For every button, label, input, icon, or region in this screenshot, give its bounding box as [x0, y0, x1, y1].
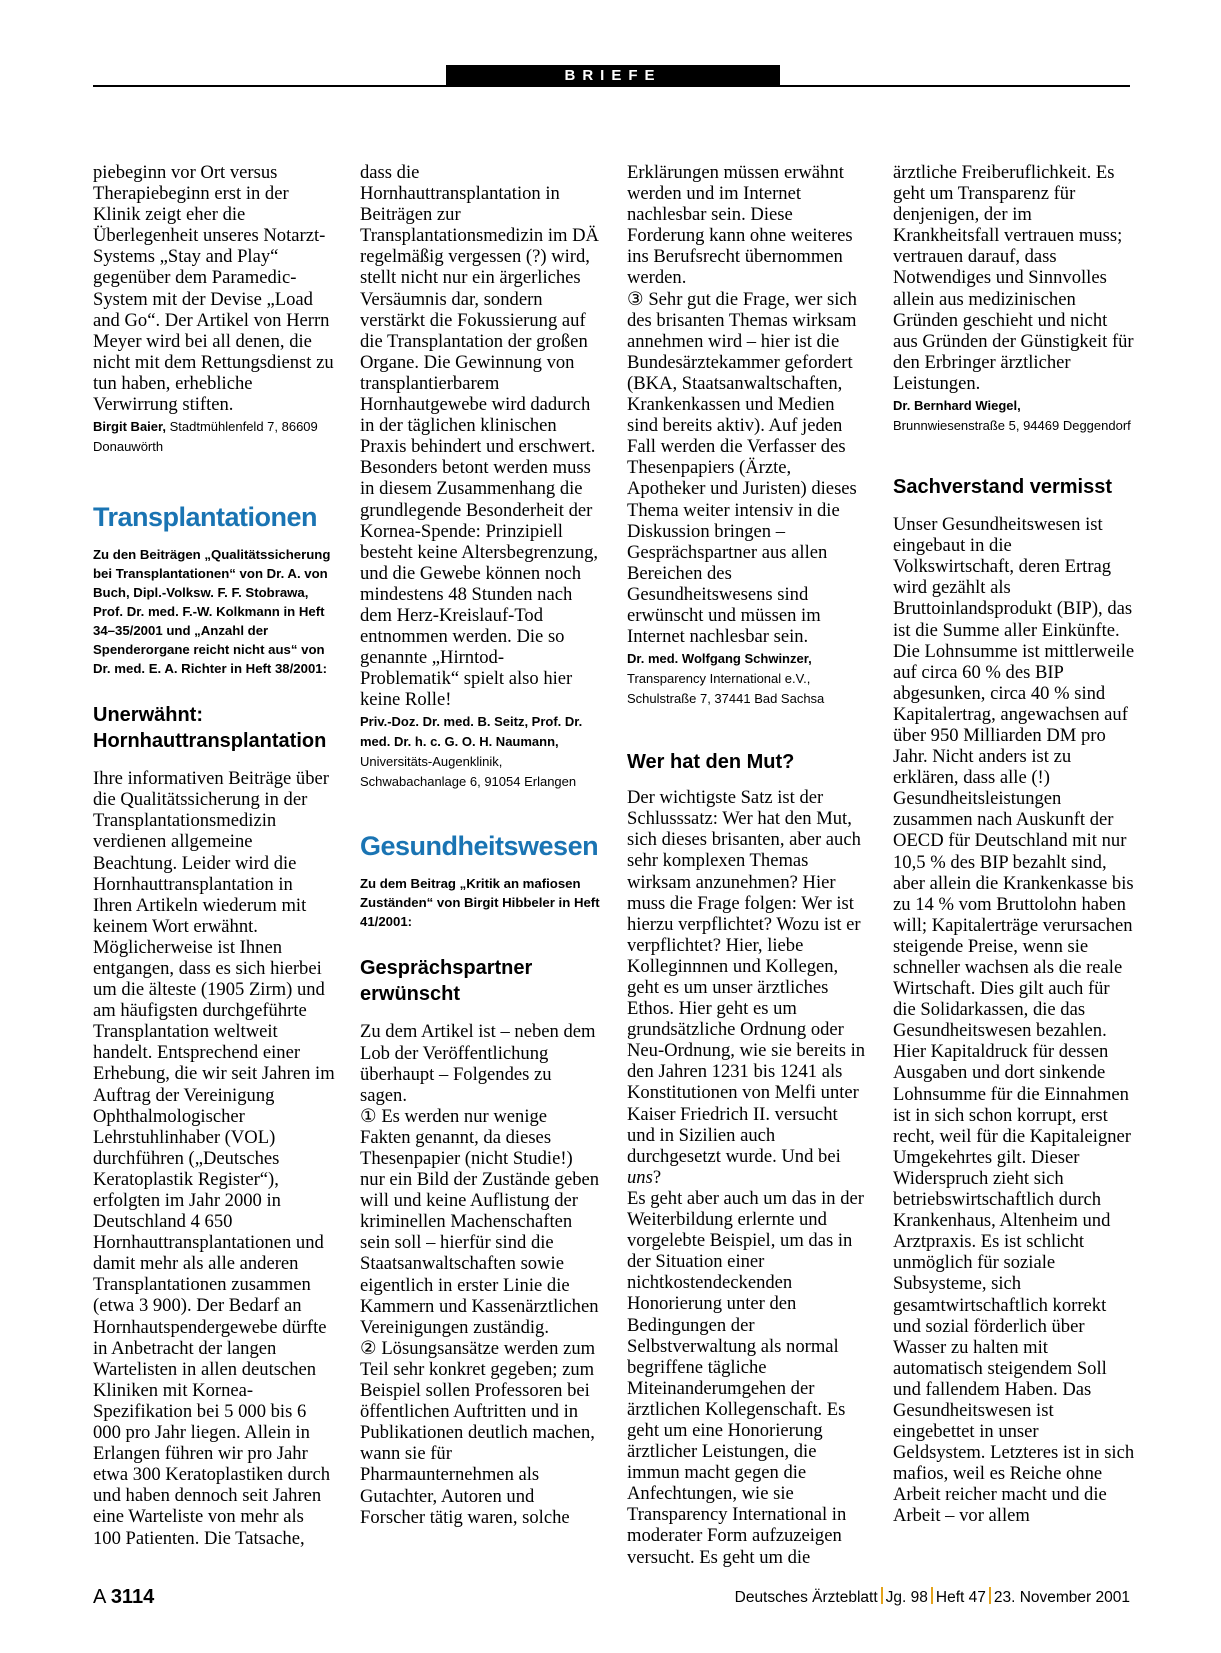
emphasis: uns	[627, 1166, 653, 1188]
journal-volume: Jg. 98	[885, 1589, 928, 1606]
signature-name: Dr. med. Wolfgang Schwinzer,	[627, 651, 812, 667]
letter-text: Ihre informativen Beiträge über die Qualitätssicherung in der Transplantationsmedizin verdienen allgemeine Beachtung. Leider wird die Hornhauttransplantation in Ihren Artikeln wiederum mit keinem Wort erwähnt. Möglicherweise ist Ihnen entgangen, dass es sich hierbei um die älteste (1905 Zirm) und am häufigsten durchgeführte Transplantation weltweit handelt. Entsprechend einer Erhebung, die wir seit Jahren im Auftrag der Vereinigung Ophthalmologischer Lehrstuhlinhaber (VOL) durchführen („Deutsches Keratoplastik Register“), erfolgten im Jahr 2000 in Deutschland 4 650 Hornhauttransplantationen und damit mehr als alle anderen Transplantationen zusammen (etwa 3 900). Der Bedarf an Hornhautspendergewebe dürfte in Anbetracht der langen Wartelisten in allen deutschen Kliniken mit Kornea-Spezifikation bei 5 000 bis 6 000 pro Jahr liegen. Allein in Erlangen führen wir pro Jahr etwa 300 Keratoplastiken durch und haben dennoch seit Jahren eine Warteliste von mehr als 100 Patienten. Die Tatsache,	[93, 768, 335, 1549]
separator-bar	[881, 1587, 883, 1604]
letter-signature	[627, 649, 869, 709]
page-number	[93, 1584, 154, 1610]
page-prefix: A	[93, 1586, 106, 1608]
letter-text: ② Lösungsansätze werden zum Teil sehr konkret gegeben; zum Beispiel sollen Professoren bei öffentlichen Auftritten und in Publikationen deutlich machen, wann sie für Pharmaunternehmen als Gutachter, Autoren und Forscher tätig waren, solche	[360, 1337, 596, 1528]
letter-text: piebeginn vor Ort versus Therapiebeginn erst in der Klinik zeigt eher die Überlegenheit unseres Notarzt-Systems „Stay and Play“ gegenüber dem Paramedic-System mit der Devise „Load and Go“. Der Artikel von Herrn Meyer wird bei all denen, die nicht mit dem Rettungsdienst zu tun haben, erhebliche Verwirrung stiften.	[93, 162, 334, 416]
signature-name: Priv.-Doz. Dr. med. B. Seitz, Prof. Dr. med. Dr. h. c. G. O. H. Naumann,	[360, 714, 583, 750]
signature-name: Birgit Baier,	[93, 419, 166, 435]
journal-date: 23. November 2001	[993, 1589, 1130, 1606]
rubric-title: Transplantationen	[93, 502, 318, 533]
letter-heading: Sachverstand vermisst	[893, 476, 1113, 499]
letter-text: Unser Gesundheitswesen ist eingebaut in die Volkswirtschaft, deren Ertrag wird gezählt als Bruttoinlandsprodukt (BIP), das ist die Summe aller Einkünfte. Die Lohnsumme ist mittlerweile auf circa 60 % des BIP abgesunken, circa 40 % sind Kapitalertrag, angewachsen auf über 950 Milliarden DM pro Jahr. Nicht anders ist zu erklären, dass alle (!) Gesundheitsleistungen zusammen nach Auskunft der OECD für Deutschland mit nur 10,5 % des BIP bezahlt sind, aber allein die Krankenkasse bis zu 14 % vom Bruttolohn haben will; Kapitalerträge verursachen steigende Preise, wenn sie schneller wachsen als die reale Wirtschaft. Dies gilt auch für die Solidarkassen, die das Gesundheitswesen bezahlen. Hier Kapitaldruck für dessen Ausgaben und dort sinkende Lohnsumme für die Einnahmen ist in sich schon korrupt, erst recht, weil für die Kapitaleigner Umgekehrtes gilt. Dieser Widerspruch zieht sich betriebswirtschaftlich durch Krankenhaus, Altenheim und Arztpraxis. Es ist schlicht unmöglich für soziale Subsysteme, sich gesamtwirtschaftlich korrekt und sozial förderlich über Wasser zu halten mit automatisch steigendem Soll und fallendem Haben. Das Gesundheitswesen ist eingebettet in unser Geldsystem. Letzteres ist in sich mafios, weil es Reiche ohne Arbeit reicher macht und die Arbeit – vor allem	[893, 514, 1135, 1527]
letter-signature	[360, 712, 602, 792]
journal-info	[735, 1586, 1130, 1610]
column-4	[893, 162, 1135, 1527]
letter-text: Zu dem Artikel ist – neben dem Lob der Veröffentlichung überhaupt – Folgendes zu sagen.	[360, 1021, 596, 1106]
column-2	[360, 162, 602, 1528]
signature-address: Transparency International e.V., Schulstraße 7, 37441 Bad Sachsa	[627, 671, 825, 707]
signature-address: Brunnwiesenstraße 5, 94469 Deggendorf	[893, 418, 1131, 434]
letter-text: Es geht aber auch um das in der Weiterbildung erlernte und vorgelebte Beispiel, um das in der Situation einer nichtkostendeckenden Honorierung unter den Bedingungen der Selbstverwaltung als normal begriffene tägliche Miteinanderumgehen der ärztlichen Kollegenschaft. Es geht um eine Honorierung ärztlicher Leistungen, die immun macht gegen die Anfechtungen, wie sie Transparency International in moderater Form aufzuzeigen versucht. Es geht um die	[627, 1187, 864, 1568]
letter-text-part: ?	[652, 1166, 662, 1188]
letter-text: ③ Sehr gut die Frage, wer sich des brisanten Themas wirksam annehmen wird – hier ist die Bundesärztekammer gefordert (BKA, Staatsanwaltschaften, Krankenkassen und Medien sind bereits aktiv). Auf jeden Fall werden die Verfasser des Thesenpapiers (Ärzte, Apotheker und Juristen) dieses Thema weiter intensiv in die Diskussion bringen – Gesprächspartner aus allen Bereichen des Gesundheitswesens sind erwünscht und müssen im Internet nachlesbar sein.	[627, 288, 857, 648]
separator-bar	[931, 1587, 933, 1604]
letter-heading: Wer hat den Mut?	[627, 751, 795, 774]
page-footer	[93, 1584, 1130, 1610]
letter-heading: Unerwähnt: Hornhauttransplantation	[93, 704, 327, 753]
signature-name: Dr. Bernhard Wiegel,	[893, 398, 1021, 414]
letter-signature	[893, 396, 1135, 436]
letter-text: ① Es werden nur wenige Fakten genannt, da dieses Thesenpapier (nicht Studie!) nur ein Bild der Zustände geben will und keine Auflistung der kriminellen Machenschaften sein soll – hierfür sind die Staatsanwaltschaften sowie eigentlich in erster Linie die Kammern und Kassenärztlichen Vereinigungen zuständig.	[360, 1105, 600, 1338]
reference-note: Zu den Beiträgen „Qualitätssicherung bei Transplantationen“ von Dr. A. von Buch, Dipl.-Volksw. F. F. Stobrawa, Prof. Dr. med. F.-W. Kolkmann in Heft 34–35/2001 und „Anzahl der Spenderorgane reicht nicht aus“ von Dr. med. E. A. Richter in Heft 38/2001:	[93, 547, 331, 677]
page-number-value: 3114	[110, 1586, 155, 1608]
signature-address: Universitäts-Augenklinik, Schwabachanlage 6, 91054 Erlangen	[360, 754, 577, 790]
letter-text-part: Der wichtigste Satz ist der Schlusssatz: Wer hat den Mut, sich dieses brisanten, aber auch sehr komplexen Themas wirksam anzunehmen? Hier muss die Frage folgen: Wer ist hierzu verpflichtet? Wozu ist er verpflichtet? Hier, liebe Kolleginnnen und Kollegen, geht es um unser ärztliches Ethos. Hier geht es um grundsätzliche Ordnung oder Neu-Ordnung, wie sie bereits in den Jahren 1231 bis 1241 als Konstitutionen von Melfi unter Kaiser Friedrich II. versucht und in Sizilien auch durchgesetzt wurde. Und bei	[627, 787, 866, 1167]
letter-text: dass die Hornhauttransplantation in Beiträgen zur Transplantationsmedizin im DÄ regelmäßig vergessen (?) wird, stellt nicht nur ein ärgerliches Versäumnis dar, sondern verstärkt die Fokussierung auf die Transplantation der großen Organe. Die Gewinnung von transplantierbarem Hornhautgewebe wird dadurch in der täglichen klinischen Praxis behindert und erschwert. Besonders betont werden muss in diesem Zusammenhang die grundlegende Besonderheit der Kornea-Spende: Prinzipiell besteht keine Altersbegrenzung, und die Gewebe können noch mindestens 48 Stunden nach dem Herz-Kreislauf-Tod entnommen werden. Die so genannte „Hirntod-Problematik“ spielt also hier keine Rolle!	[360, 162, 599, 711]
rubric-title: Gesundheitswesen	[360, 831, 599, 862]
letter-text	[627, 787, 869, 1188]
section-label: BRIEFE	[446, 65, 780, 86]
signature-address: Stadtmühlenfeld 7, 86609 Donauwörth	[93, 419, 318, 455]
letter-heading: Gesprächspartner erwünscht	[360, 957, 533, 1006]
reference-note: Zu dem Beitrag „Kritik an mafiosen Zuständen“ von Birgit Hibbeler in Heft 41/2001:	[360, 876, 600, 930]
letter-text: ärztliche Freiberuflichkeit. Es geht um Transparenz für denjenigen, der im Krankheitsfall vertrauen muss; vertrauen darauf, dass Notwendiges und Sinnvolles allein aus medizinischen Gründen geschieht und nicht aus Gründen der Günstigkeit für den Erbringer ärztlicher Leistungen.	[893, 162, 1134, 394]
separator-bar	[989, 1587, 991, 1604]
letter-text: Erklärungen müssen erwähnt werden und im Internet nachlesbar sein. Diese Forderung kann ohne weiteres ins Berufsrecht übernommen werden.	[627, 162, 853, 289]
column-3	[627, 162, 869, 1568]
letter-signature	[93, 417, 335, 457]
journal-issue: Heft 47	[935, 1589, 986, 1606]
journal-name: Deutsches Ärzteblatt	[734, 1589, 878, 1606]
column-1	[93, 162, 335, 1549]
